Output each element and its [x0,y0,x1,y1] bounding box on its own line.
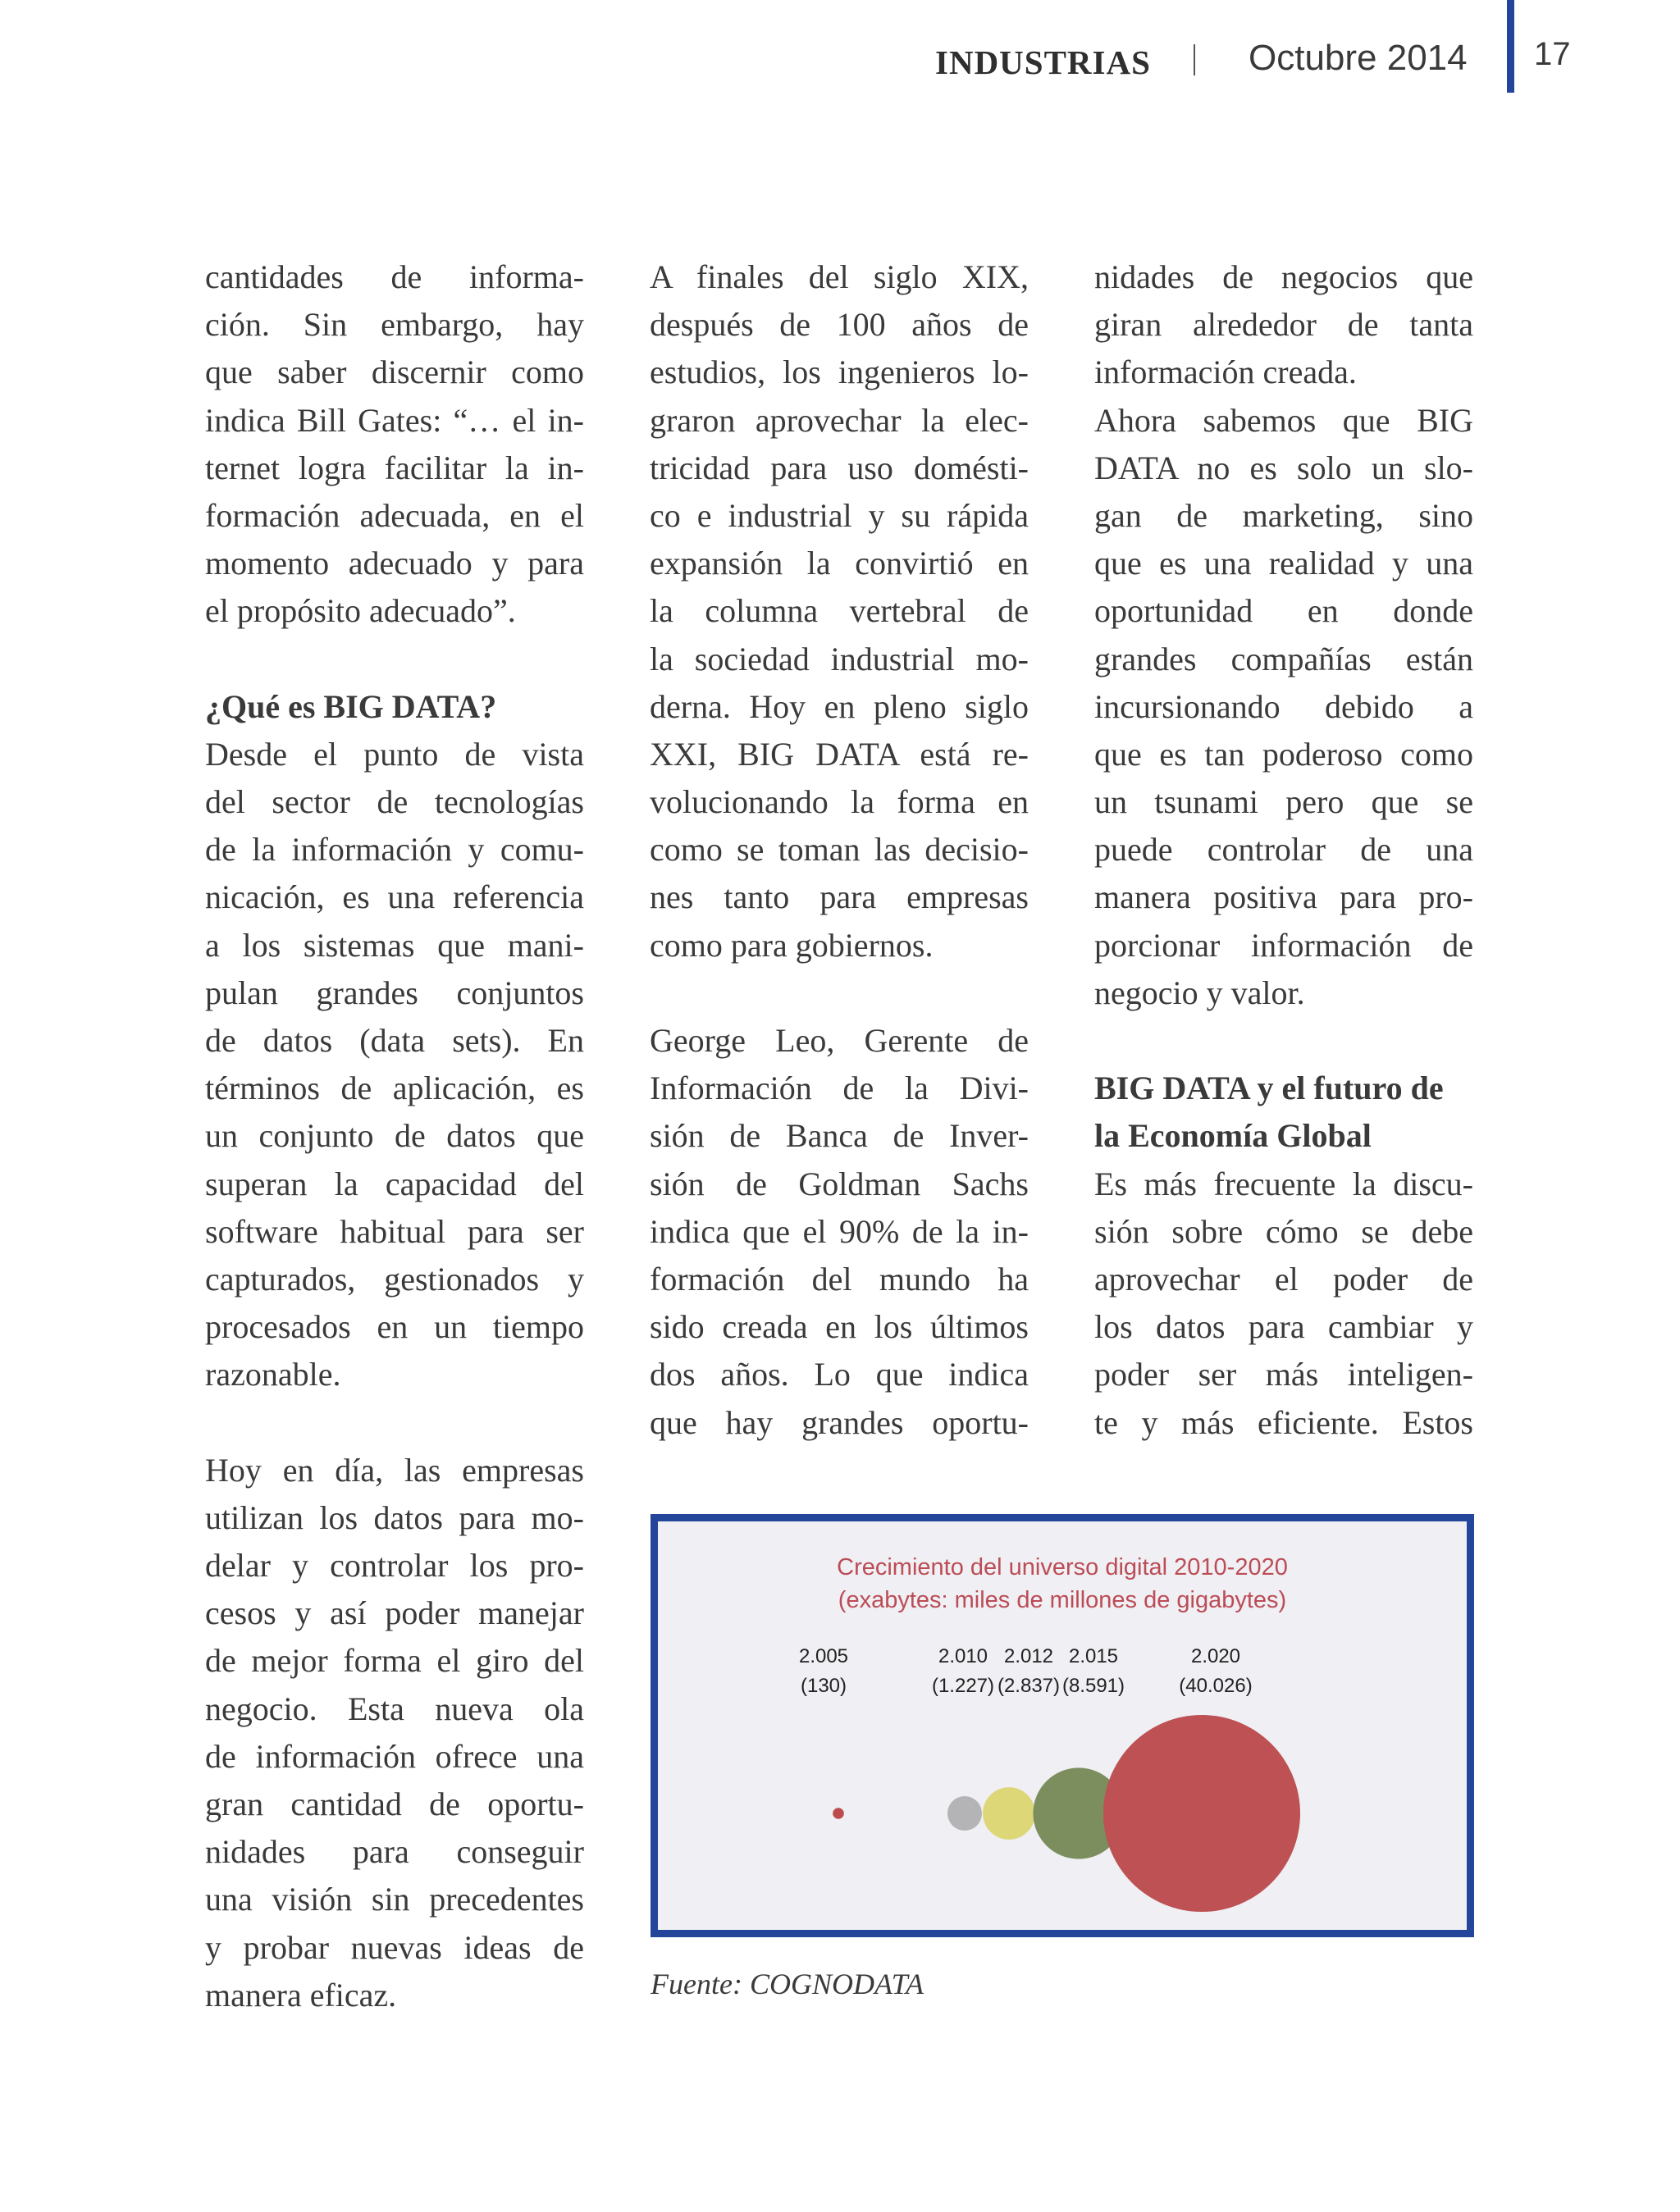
bubble-2.020 [1103,1715,1300,1912]
text-line: gran cantidad de oportu- [205,1786,584,1822]
text-line: Hoy en día, las empresas [205,1451,584,1489]
text-line: manera positiva para pro- [1094,878,1473,916]
text-line: sido creada en los últimos [650,1308,1029,1346]
text-line: cantidades de informa- [205,258,584,295]
text-line: manera eficaz. [205,1976,397,2014]
bubble-year-label: 2.005 [798,1645,849,1667]
bubble-year-label: 2.012 [1003,1645,1054,1667]
text-line: volucionando la forma en [650,783,1029,821]
text-line: oportunidad en donde [1094,592,1473,630]
header-separator [1194,44,1195,75]
bubble-2.012 [983,1787,1035,1840]
text-line: derna. Hoy en pleno siglo [650,687,1029,725]
text-line: de datos (data sets). En [205,1022,584,1059]
chart-canvas [658,1521,1467,1930]
text-line: formación del mundo ha [650,1260,1029,1298]
bubble-value-label: (1.227) [931,1675,995,1697]
bubble-2.010 [947,1796,982,1831]
text-line: software habitual para ser [205,1212,584,1250]
text-line: formación adecuada, en el [205,496,584,534]
text-line: nidades para conseguir [205,1833,584,1871]
text-line: XXI, BIG DATA está re- [650,735,1029,773]
text-line: sión de Banca de Inver- [650,1117,1029,1155]
text-line: ción. Sin embargo, hay [205,306,584,344]
section-heading-line: ¿Qué es BIG DATA? [205,687,497,725]
text-line: negocio. Esta nueva ola [205,1690,584,1727]
text-line: como se toman las decisio- [650,831,1029,869]
text-line: te y más eficiente. Estos [1094,1403,1473,1441]
text-line: gan de marketing, sino [1094,496,1473,534]
text-line: grandes compañías están [1094,640,1473,677]
text-column-3 [1094,253,1473,1447]
text-line: a los sistemas que mani- [205,926,584,964]
text-line: que es una realidad y una [1094,545,1473,582]
bubble-year-label: 2.015 [1068,1645,1119,1667]
chart-title: Crecimiento del universo digital 2010-2020 [837,1554,1288,1580]
text-line: sión de Goldman Sachs [650,1165,1029,1202]
paragraph-gap [1094,1017,1473,1065]
text-line: que es tan poderoso como [1094,735,1473,773]
text-line: indica que el 90% de la in- [650,1212,1029,1250]
text-line: del sector de tecnologías [205,783,584,821]
text-column-2 [650,253,1029,1447]
text-line: utilizan los datos para mo- [205,1498,584,1536]
text-line: de información ofrece una [205,1737,584,1775]
text-line: procesados en un tiempo [205,1308,584,1346]
bubble-value-label: (2.837) [997,1675,1061,1697]
text-line: ternet logra facilitar la in- [205,449,584,486]
chart-source: Fuente: COGNODATA [651,1968,924,2000]
text-line: A finales del siglo XIX, [650,258,1029,295]
text-line: capturados, gestionados y [205,1260,584,1298]
text-column-1 [205,253,584,2019]
text-line: nes tanto para empresas [650,878,1029,916]
text-line: una visión sin precedentes [205,1881,584,1918]
text-line: George Leo, Gerente de [650,1022,1029,1059]
text-line: puede controlar de una [1094,831,1473,869]
paragraph-gap [650,969,1029,1017]
text-line: momento adecuado y para [205,545,584,582]
text-line: tricidad para uso domésti- [650,449,1029,486]
text-line: nicación, es una referencia [205,878,584,916]
bubble-2.005 [833,1808,844,1819]
text-line: DATA no es solo un slo- [1094,449,1473,486]
text-line: sión sobre cómo se debe [1094,1212,1473,1250]
bubble-value-label: (40.026) [1179,1675,1253,1697]
text-line: estudios, los ingenieros lo- [650,353,1029,391]
section-name: INDUSTRIAS [935,43,1151,81]
text-line: superan la capacidad del [205,1165,584,1202]
text-line: pulan grandes conjuntos [205,974,584,1011]
issue-date: Octubre 2014 [1249,38,1468,78]
text-line: que saber discernir como [205,353,584,391]
text-line: como para gobiernos. [650,926,934,964]
bubble-year-label: 2.010 [938,1645,988,1667]
text-line: y probar nuevas ideas de [205,1928,584,1966]
section-heading-line: la Economía Global [1094,1117,1372,1155]
page-number: 17 [1534,36,1571,72]
text-line: incursionando debido a [1094,687,1473,725]
text-line: razonable. [205,1356,341,1393]
text-line: el propósito adecuado”. [205,592,516,630]
page-header [0,0,1680,98]
text-line: Desde el punto de vista [205,735,584,773]
text-line: giran alrededor de tanta [1094,306,1473,344]
text-line: nidades de negocios que [1094,258,1473,295]
text-line: Ahora sabemos que BIG [1094,401,1473,439]
text-line: términos de aplicación, es [205,1070,584,1107]
text-line: dos años. Lo que indica [650,1356,1029,1393]
text-line: co e industrial y su rápida [650,496,1029,534]
paragraph-gap [205,636,584,683]
section-heading-line: BIG DATA y el futuro de [1094,1070,1444,1107]
text-line: negocio y valor. [1094,974,1305,1011]
chart-subtitle: (exabytes: miles de millones de gigabytes) [838,1587,1287,1613]
text-line: de la información y comu- [205,831,584,869]
text-line: Es más frecuente la discu- [1094,1165,1473,1202]
paragraph-gap [205,1399,584,1447]
text-line: cesos y así poder manejar [205,1594,584,1632]
text-line: indica Bill Gates: “… el in- [205,401,584,439]
text-line: Información de la Divi- [650,1070,1029,1107]
text-line: la columna vertebral de [650,592,1029,630]
text-line: la sociedad industrial mo- [650,640,1029,677]
text-line: expansión la convirtió en [650,545,1029,582]
text-line: que hay grandes oportu- [650,1403,1029,1441]
text-line: graron aprovechar la elec- [650,401,1029,439]
text-line: de mejor forma el giro del [205,1642,584,1680]
text-line: poder ser más inteligen- [1094,1356,1473,1393]
text-line: porcionar información de [1094,926,1473,964]
bubble-value-label: (8.591) [1061,1675,1125,1697]
text-line: un conjunto de datos que [205,1117,584,1155]
bubble-chart [651,1514,1474,1937]
bubble-year-label: 2.020 [1190,1645,1241,1667]
text-line: información creada. [1094,353,1357,391]
text-line: aprovechar el poder de [1094,1260,1473,1298]
text-line: después de 100 años de [650,306,1029,344]
text-line: delar y controlar los pro- [205,1547,584,1585]
bubble-value-label: (130) [800,1675,847,1697]
header-accent-bar [1507,0,1514,93]
text-line: los datos para cambiar y [1094,1308,1473,1346]
text-line: un tsunami pero que se [1094,783,1473,821]
